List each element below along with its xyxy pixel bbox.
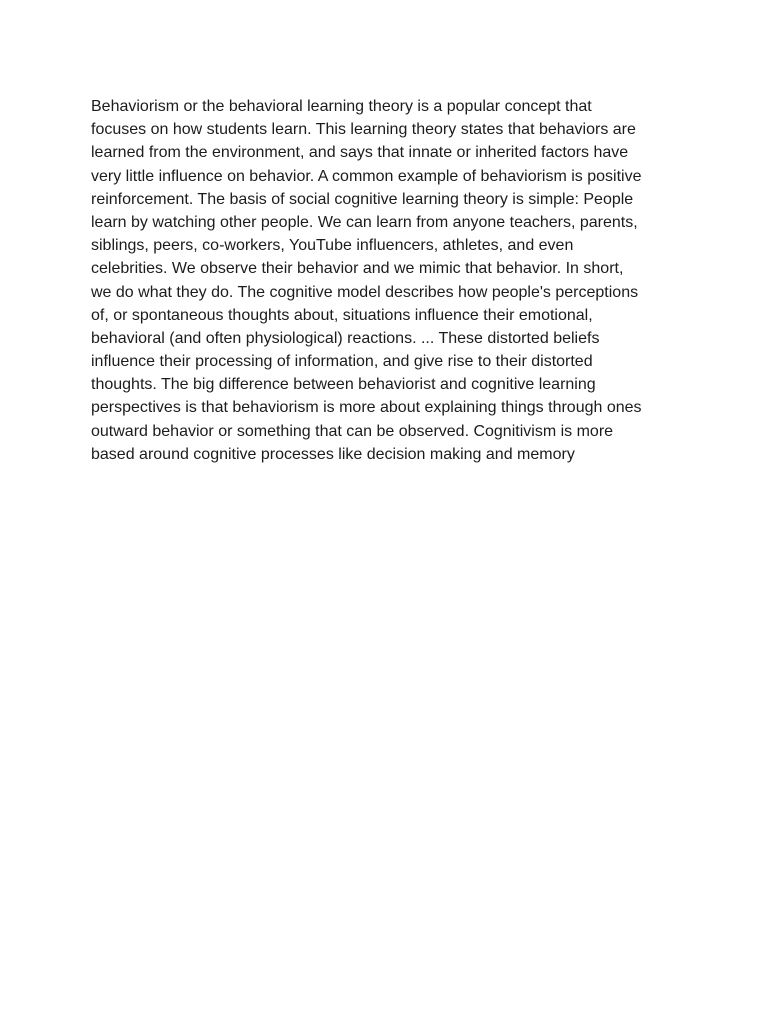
paragraph-line: learned from the environment, and says that innate or inherited factors have: [91, 144, 629, 162]
paragraph-line: reinforcement. The basis of social cognitive learning theory is simple: People: [91, 190, 634, 208]
paragraph-line: of, or spontaneous thoughts about, situations influence their emotional,: [91, 306, 593, 324]
paragraph-line: we do what they do. The cognitive model describes how people's perceptions: [91, 283, 639, 301]
paragraph-line: behavioral (and often physiological) reactions. ... These distorted beliefs: [91, 329, 600, 347]
paragraph-line: siblings, peers, co-workers, YouTube influencers, athletes, and even: [91, 237, 574, 255]
body-paragraph: [91, 95, 691, 466]
paragraph-line: thoughts. The big difference between behaviorist and cognitive learning: [91, 376, 596, 394]
paragraph-line: perspectives is that behaviorism is more about explaining things through ones: [91, 399, 642, 417]
paragraph-line: based around cognitive processes like decision making and memory: [91, 445, 575, 463]
paragraph-line: outward behavior or something that can be observed. Cognitivism is more: [91, 422, 614, 440]
paragraph-line: influence their processing of information, and give rise to their distorted: [91, 353, 593, 371]
paragraph-line: celebrities. We observe their behavior and we mimic that behavior. In short,: [91, 260, 624, 278]
paragraph-line: Behaviorism or the behavioral learning theory is a popular concept that: [91, 98, 592, 115]
paragraph-line: very little influence on behavior. A common example of behaviorism is positive: [91, 167, 642, 185]
paragraph-line: learn by watching other people. We can learn from anyone teachers, parents,: [91, 213, 638, 231]
paragraph-line: focuses on how students learn. This learning theory states that behaviors are: [91, 121, 636, 139]
